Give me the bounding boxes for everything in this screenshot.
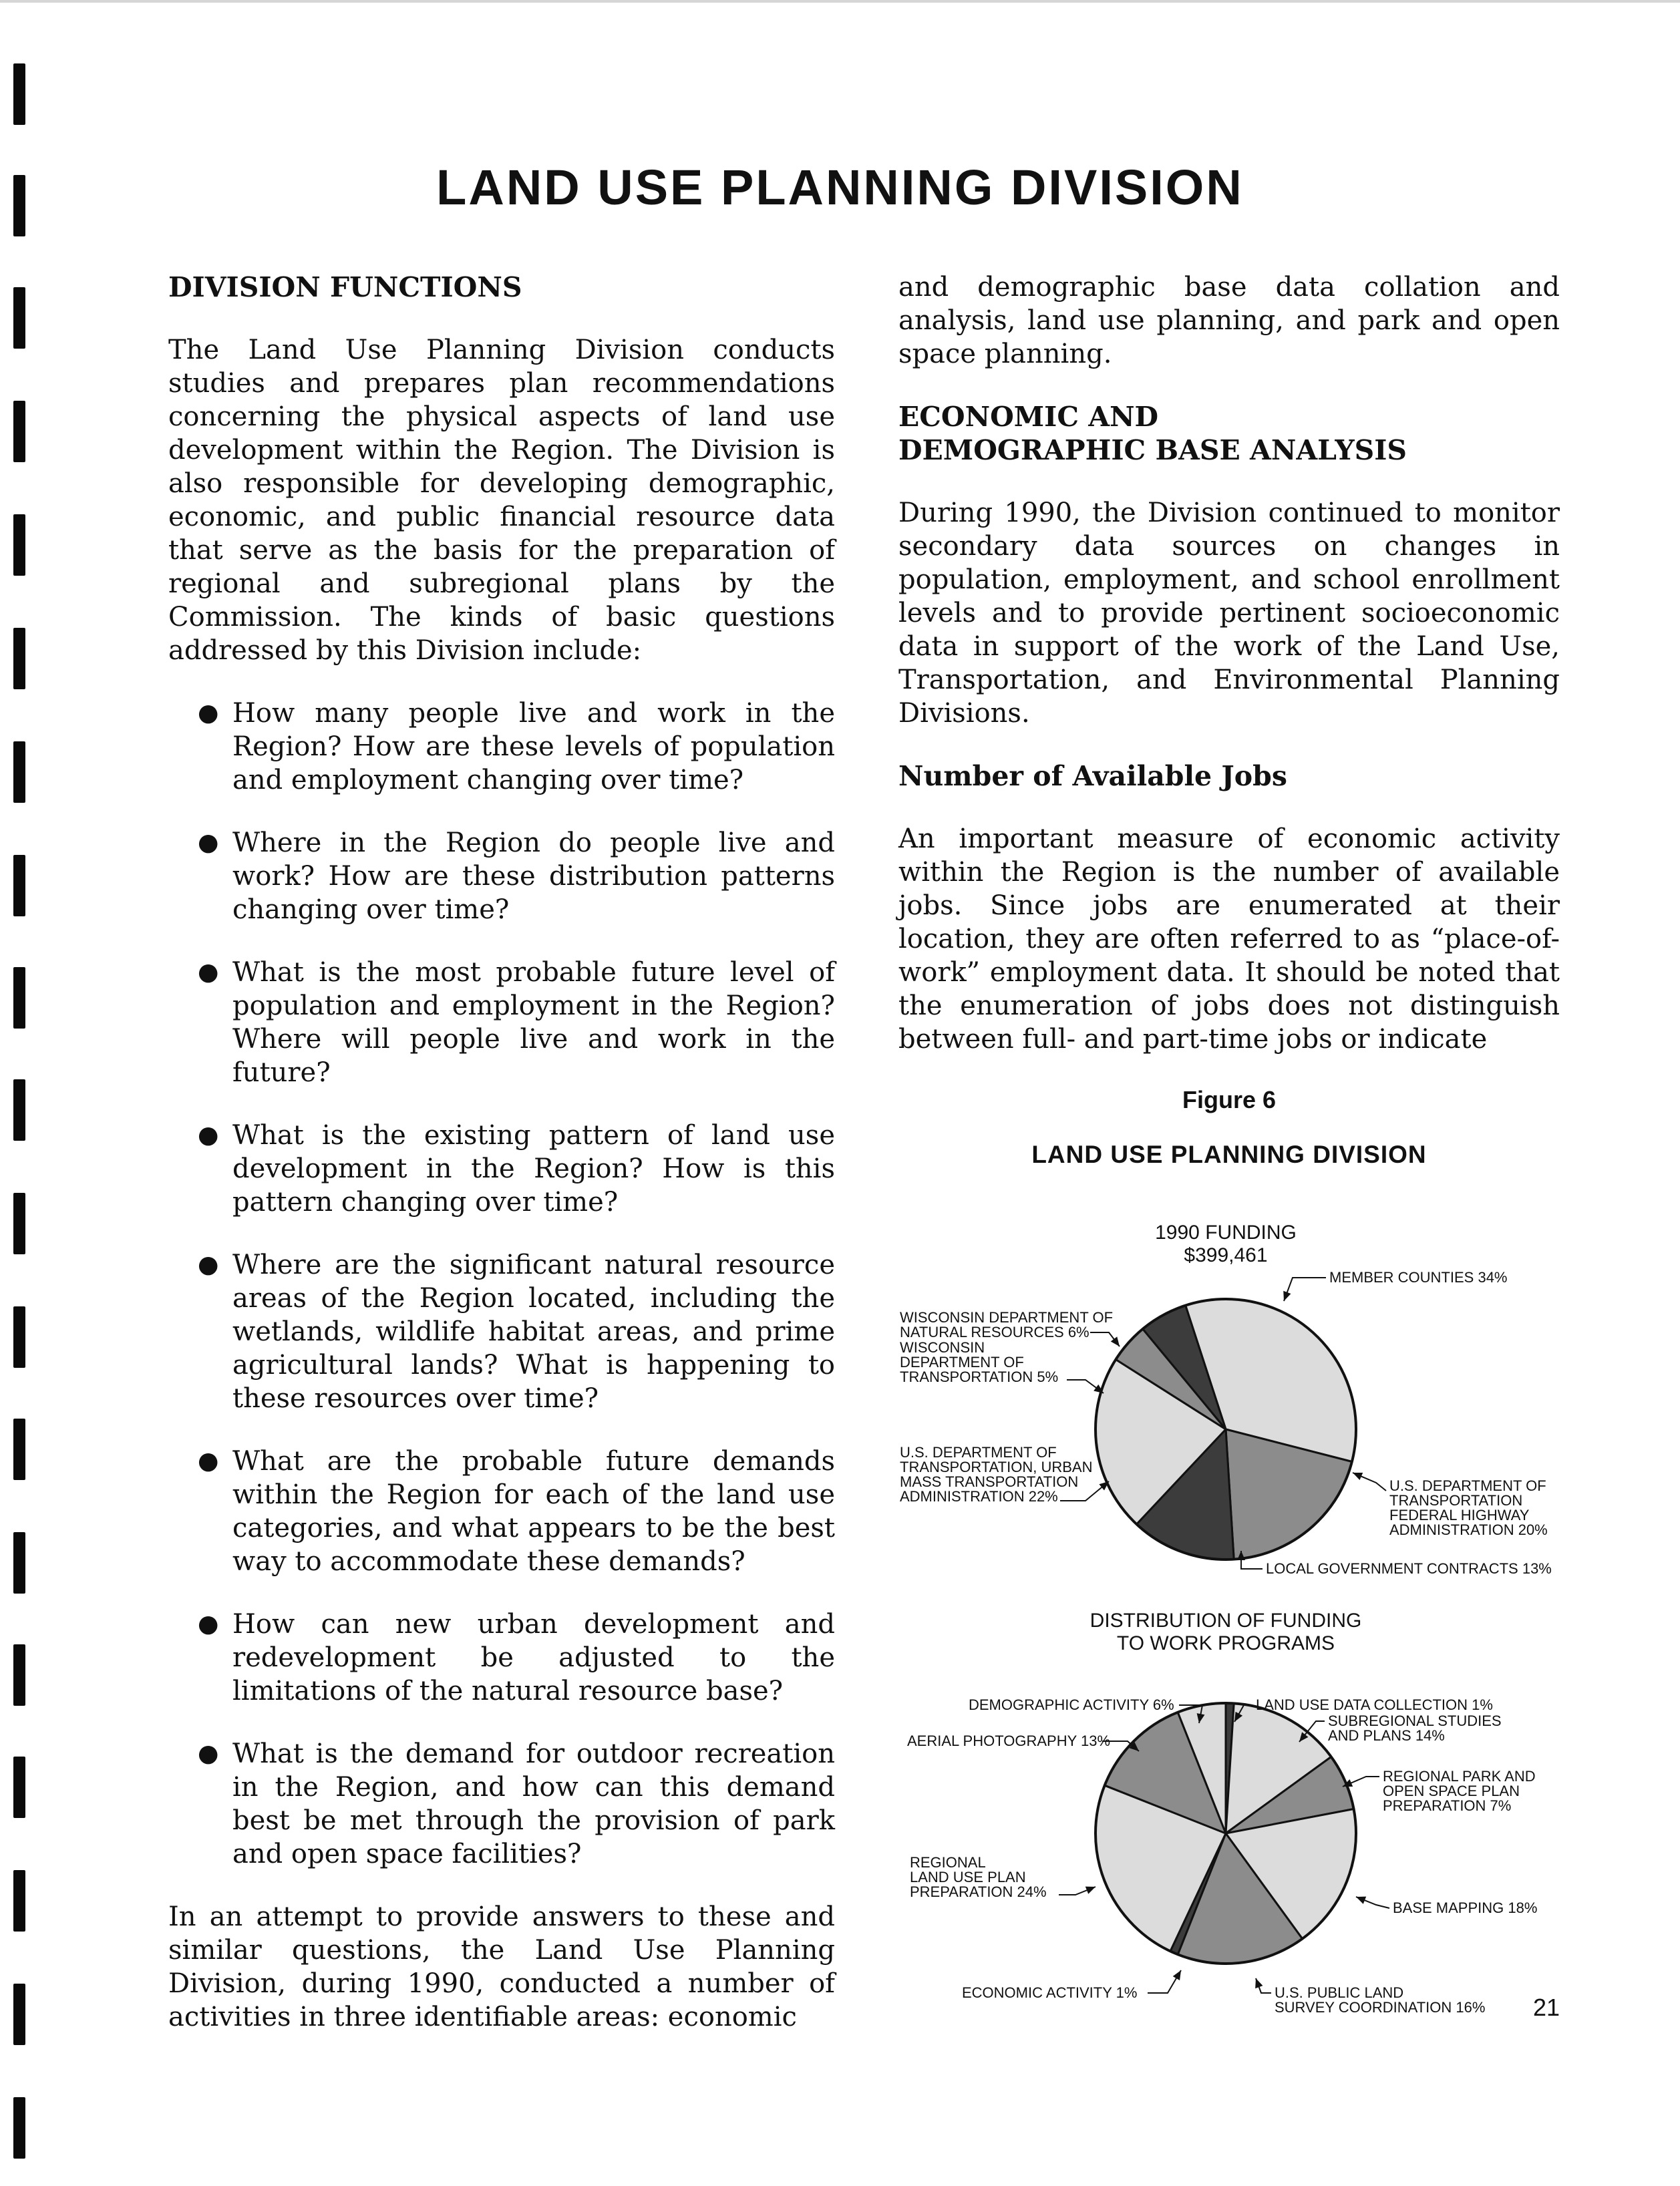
leader-line [1284,1278,1326,1301]
slice-label: REGIONAL PARK AND [1383,1768,1536,1785]
bullet-icon: ● [198,1121,219,1149]
slice-label: U.S. PUBLIC LAND [1275,1984,1404,2001]
leader-line [1148,1970,1181,1993]
slice-label: WISCONSIN [900,1339,985,1356]
slice-label: LOCAL GOVERNMENT CONTRACTS 13% [1266,1560,1552,1577]
bullet-icon: ● [198,699,219,727]
page-number: 21 [1533,1994,1560,2021]
monitoring-paragraph: During 1990, the Division continued to monitor secondary data sources on changes in population, employment, and school enrollment levels and to provide pertinent socioeconomic data in support of the work of the Land Use, Transportation, and Environmental Planning Divisions. [898,498,1560,729]
question-text: Where in the Region do people live and work? How are these distribution patterns changing over time? [232,828,835,925]
leader-arrowhead [1111,1336,1120,1346]
question-text: Where are the significant natural resource areas of the Region located, including the wetlands, wildlife habitat areas, and prime agricultural lands? What is happening to these resources over time? [232,1250,835,1414]
leader-arrowhead [1085,1887,1096,1894]
heading-line-1: ECONOMIC AND [898,401,1159,433]
slice-label: FEDERAL HIGHWAY [1389,1507,1530,1523]
slice-label: WISCONSIN DEPARTMENT OF [900,1309,1114,1326]
bullet-icon: ● [198,1447,219,1475]
leader-arrowhead [1356,1897,1366,1904]
slice-label: DEPARTMENT OF [900,1354,1024,1371]
chart-title-text: TO WORK PROGRAMS [1116,1632,1335,1654]
leader-arrowhead [1283,1291,1291,1301]
slice-label: TRANSPORTATION [1389,1492,1523,1509]
slice-label: PREPARATION 7% [1383,1797,1512,1814]
leader-arrowhead [1255,1978,1263,1988]
bullet-icon: ● [198,1251,219,1278]
jobs-paragraph: An important measure of economic activity within the Region is the number of available jobs. Since jobs are enumerated at their location, they are often referred to as “place-of-work” employment data. It should be noted that the enumeration of jobs does not distinguish between full- and part-time jobs or indicate [898,824,1560,1055]
bullet-icon: ● [198,1740,219,1767]
question-text: How many people live and work in the Region? How are these levels of population and employment changing over time? [232,698,835,795]
division-functions-heading: DIVISION FUNCTIONS [168,271,522,303]
question-text: How can new urban development and redevelopment be adjusted to the limitations of the natural resource base? [232,1609,835,1706]
slice-label: DEMOGRAPHIC ACTIVITY 6% [969,1696,1174,1713]
slice-label: U.S. DEPARTMENT OF [1389,1477,1546,1494]
slice-label: LAND USE DATA COLLECTION 1% [1256,1696,1493,1713]
slice-label: SURVEY COORDINATION 16% [1275,1999,1486,2016]
page-title: LAND USE PLANNING DIVISION [436,160,1244,215]
intro-paragraph: The Land Use Planning Division conducts studies and prepares plan recommendations concerning the physical aspects of land use development within the Region. The Division is also responsible for developing demographic, economic, and public financial resource data that serve as the basis for the preparation of regional and subregional plans by the Commission. The kinds of basic questions addressed by this Division include: [168,335,835,666]
chart-title-text: DISTRIBUTION OF FUNDING [1089,1610,1362,1632]
slice-label: NATURAL RESOURCES 6% [900,1324,1089,1340]
slice-label: SUBREGIONAL STUDIES [1328,1712,1502,1729]
bullet-icon: ● [198,1610,219,1638]
figure-title: LAND USE PLANNING DIVISION [1031,1141,1427,1168]
chart-title-text: 1990 FUNDING [1155,1222,1297,1244]
question-text: What is the existing pattern of land use development in the Region? How is this pattern changing over time? [232,1120,835,1218]
slice-label: AND PLANS 14% [1328,1727,1445,1744]
figure-number: Figure 6 [1182,1086,1277,1113]
slice-label: REGIONAL [910,1854,986,1871]
slice-label: AERIAL PHOTOGRAPHY 13% [907,1733,1111,1749]
slice-label: TRANSPORTATION 5% [900,1369,1059,1385]
closing-paragraph: In an attempt to provide answers to these and similar questions, the Land Use Planning Division, during 1990, conducted a number of activities in three identifiable areas: economic [168,1901,835,2032]
question-text: What is the demand for outdoor recreation in the Region, and how can this demand best be met through the provision of park and open space facilities? [232,1739,835,1869]
question-text: What is the most probable future level of population and employment in the Region? Where will people live and work in the future? [232,957,835,1088]
question-text: What are the probable future demands within the Region for each of the land use categories, and what appears to be the best way to accommodate these demands? [232,1446,835,1577]
slice-label: ADMINISTRATION 22% [900,1488,1058,1505]
slice-label: LAND USE PLAN [910,1869,1026,1885]
slice-label: U.S. DEPARTMENT OF [900,1444,1057,1461]
chart-title-text: $399,461 [1184,1244,1268,1266]
leader-arrowhead [1173,1970,1181,1980]
continuation-paragraph: and demographic base data collation and analysis, land use planning, and park and open space planning. [898,272,1560,369]
available-jobs-subheading: Number of Available Jobs [898,760,1287,792]
slice-label: ADMINISTRATION 20% [1389,1521,1548,1538]
slice-label: PREPARATION 24% [910,1883,1047,1900]
slice-label: BASE MAPPING 18% [1393,1899,1538,1916]
slice-label: ECONOMIC ACTIVITY 1% [962,1984,1138,2001]
slice-label: MEMBER COUNTIES 34% [1329,1269,1508,1286]
heading-line-2: DEMOGRAPHIC BASE ANALYSIS [898,434,1407,466]
bullet-icon: ● [198,829,219,856]
slice-label: TRANSPORTATION, URBAN [900,1459,1093,1475]
slice-label: MASS TRANSPORTATION [900,1473,1079,1490]
bullet-icon: ● [198,958,219,986]
slice-label: OPEN SPACE PLAN [1383,1783,1520,1799]
